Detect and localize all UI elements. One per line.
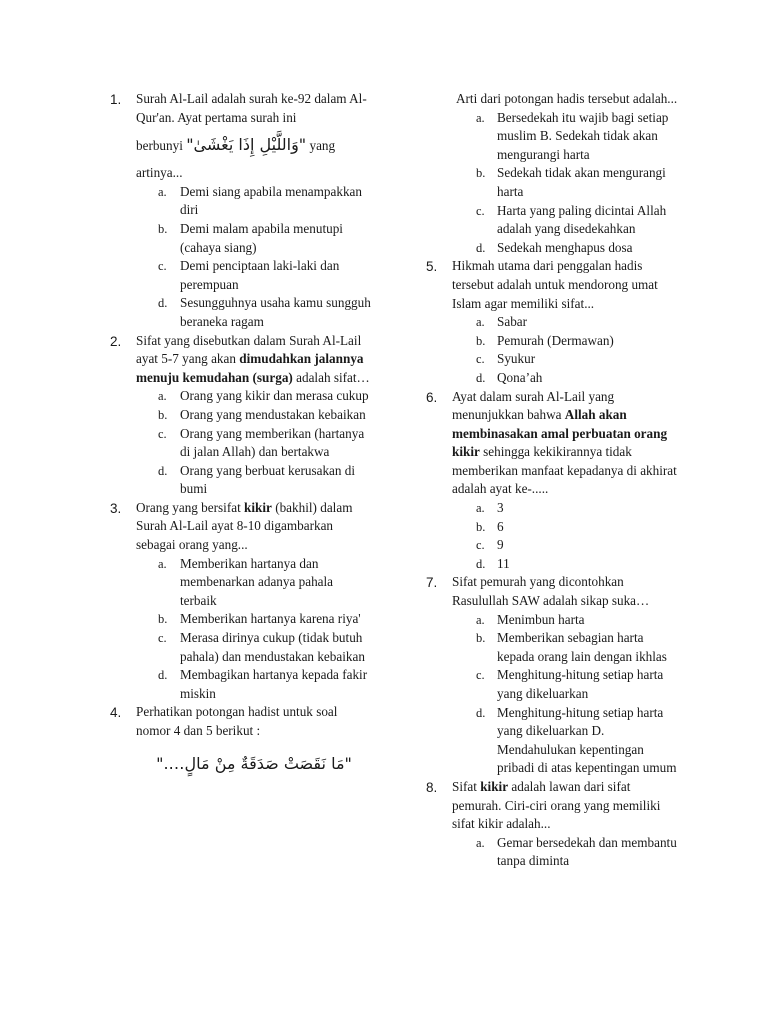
option-text: Demi siang apabila menampakkan diri xyxy=(180,183,362,218)
option-letter: d. xyxy=(158,668,168,683)
option-letter: d. xyxy=(476,556,486,571)
option-text: Demi penciptaan laki-laki dan perempuan xyxy=(180,258,340,292)
option-a xyxy=(110,387,372,406)
question-3 xyxy=(110,499,372,704)
question-number: 4. xyxy=(110,705,122,721)
option-letter: b. xyxy=(158,407,168,422)
option-letter: c. xyxy=(476,538,485,553)
option-text: 9 xyxy=(497,537,504,553)
option-letter: b. xyxy=(476,166,486,181)
option-letter: d. xyxy=(476,705,486,720)
option-letter: a. xyxy=(158,184,167,199)
option-letter: a. xyxy=(476,612,485,627)
option-letter: d. xyxy=(476,370,486,385)
option-letter: a. xyxy=(476,110,485,125)
option-a xyxy=(426,834,678,871)
question-4-continued xyxy=(426,90,678,257)
option-d xyxy=(426,239,678,258)
option-b xyxy=(426,518,678,537)
left-column xyxy=(110,90,372,779)
option-text: Bersedekah itu wajib bagi setiap muslim B. Sedekah tidak akan mengurangi harta xyxy=(497,109,669,162)
option-letter: c. xyxy=(158,631,167,646)
options-list xyxy=(426,313,678,387)
question-number: 2. xyxy=(110,333,122,349)
option-text: Orang yang mendustakan kebaikan xyxy=(180,406,366,422)
option-text: Membagikan hartanya kepada fakir miskin xyxy=(180,667,368,701)
option-b xyxy=(426,332,678,351)
option-letter: a. xyxy=(158,556,167,571)
option-b xyxy=(110,610,372,629)
option-letter: b. xyxy=(476,631,486,646)
question-emphasis: kikir xyxy=(480,778,509,794)
options-list xyxy=(110,183,372,332)
option-text: Merasa dirinya cukup (tidak butuh pahala) dan mendustakan kebaikan xyxy=(180,630,365,664)
option-letter: d. xyxy=(158,463,168,478)
option-b xyxy=(426,164,678,201)
option-c xyxy=(426,536,678,555)
question-text xyxy=(136,90,372,183)
question-emphasis: kikir xyxy=(244,499,272,515)
option-text: Sedekah menghapus dosa xyxy=(497,239,633,255)
question-number: 8. xyxy=(426,779,438,795)
question-1 xyxy=(110,90,372,332)
question-2 xyxy=(110,332,372,499)
option-d xyxy=(426,704,678,778)
question-number: 6. xyxy=(426,389,438,405)
option-d xyxy=(110,666,372,703)
option-text: Orang yang memberikan (hartanya di jalan Allah) dan bertakwa xyxy=(180,425,365,460)
option-letter: b. xyxy=(476,333,486,348)
question-text-part: yang xyxy=(309,138,336,154)
question-4 xyxy=(110,703,372,778)
option-a xyxy=(110,555,372,611)
option-d xyxy=(110,462,372,499)
option-letter: c. xyxy=(476,668,485,683)
question-text-part: Ayat dalam surah Al-Lail yang menunjukkan bahwa xyxy=(452,388,615,423)
option-letter: d. xyxy=(158,296,168,311)
option-a xyxy=(426,313,678,332)
option-c xyxy=(426,350,678,369)
question-text-part: Orang yang bersifat xyxy=(136,499,241,515)
question-emphasis: dimudahkan jalannya menuju kemudahan (surga) xyxy=(136,351,364,385)
option-d xyxy=(110,294,372,331)
question-text xyxy=(136,499,372,555)
option-b xyxy=(426,629,678,666)
option-b xyxy=(110,406,372,425)
option-d xyxy=(426,369,678,388)
option-text: Menimbun harta xyxy=(497,611,585,627)
option-a xyxy=(426,109,678,165)
option-c xyxy=(110,425,372,462)
arabic-verse: "وَاللَّيْلِ إِذَا يَغْشَىٰ" xyxy=(186,135,307,155)
option-letter: a. xyxy=(158,389,167,404)
question-text xyxy=(452,388,678,500)
option-text: Orang yang kikir dan merasa cukup xyxy=(180,388,369,404)
question-text: Hikmah utama dari penggalan hadis tersebut adalah untuk mendorong umat Islam agar memiliki sifat... xyxy=(452,258,658,311)
question-text xyxy=(452,778,678,834)
option-letter: c. xyxy=(476,203,485,218)
option-letter: a. xyxy=(476,315,485,330)
options-list xyxy=(110,387,372,499)
option-c xyxy=(426,202,678,239)
option-text: Sesungguhnya usaha kamu sungguh beraneka ragam xyxy=(180,295,371,329)
question-text-part: artinya... xyxy=(136,165,183,181)
option-a xyxy=(426,611,678,630)
option-letter: b. xyxy=(158,612,168,627)
option-text: Pemurah (Dermawan) xyxy=(497,332,614,348)
option-text: 3 xyxy=(497,500,504,516)
question-number: 5. xyxy=(426,259,438,275)
option-text: Sedekah tidak akan mengurangi harta xyxy=(497,165,666,199)
option-letter: b. xyxy=(476,519,486,534)
option-c xyxy=(110,629,372,666)
option-letter: c. xyxy=(476,352,485,367)
question-8 xyxy=(426,778,678,871)
question-text: Perhatikan potongan hadist untuk soal nomor 4 dan 5 berikut : xyxy=(136,704,338,738)
option-letter: c. xyxy=(158,259,167,274)
question-number: 3. xyxy=(110,500,122,516)
question-text-part: berbunyi xyxy=(136,138,183,154)
option-a xyxy=(426,499,678,518)
question-number: 1. xyxy=(110,92,122,107)
question-text-part: Sifat xyxy=(452,778,477,794)
option-b xyxy=(110,220,372,257)
option-text: Gemar bersedekah dan membantu tanpa diminta xyxy=(497,834,677,869)
option-text: Orang yang berbuat kerusakan di bumi xyxy=(180,462,356,497)
option-letter: c. xyxy=(158,426,167,441)
option-text: 6 xyxy=(497,518,504,534)
option-letter: a. xyxy=(476,501,485,516)
option-text: 11 xyxy=(497,555,510,571)
question-text xyxy=(136,332,372,388)
question-text-part: adalah sifat… xyxy=(296,369,370,385)
question-text: Arti dari potongan hadis tersebut adalah... xyxy=(456,91,678,106)
question-emphasis: Allah akan membinasakan amal perbuatan orang kikir xyxy=(452,407,668,460)
option-text: Syukur xyxy=(497,351,536,367)
right-column xyxy=(426,90,678,871)
question-6 xyxy=(426,388,678,574)
options-list xyxy=(426,499,678,573)
option-letter: d. xyxy=(476,240,486,255)
option-text: Menghitung-hitung setiap harta yang dikeluarkan xyxy=(497,667,664,701)
hadith-arabic: "مَا نَقَصَتْ صَدَقَةٌ مِنْ مَالٍ…." xyxy=(156,753,352,773)
question-5 xyxy=(426,257,678,387)
option-letter: a. xyxy=(476,835,485,850)
option-text: Demi malam apabila menutupi (cahaya siang) xyxy=(180,220,343,255)
option-text: Memberikan sebagian harta kepada orang lain dengan ikhlas xyxy=(497,630,667,664)
options-list xyxy=(110,555,372,704)
option-d xyxy=(426,555,678,574)
options-list xyxy=(426,109,678,258)
question-text-part: Surah Al-Lail adalah surah ke-92 dalam Al-Qur'an. Ayat pertama surah ini xyxy=(136,91,367,125)
option-a xyxy=(110,183,372,220)
option-text: Sabar xyxy=(497,314,528,330)
option-c xyxy=(110,257,372,294)
option-text: Menghitung-hitung setiap harta yang dikeluarkan D. Mendahulukan kepentingan pribadi di atas kepentingan umum xyxy=(497,704,677,776)
option-c xyxy=(426,666,678,703)
question-text-part: Sifat yang disebutkan dalam Surah Al-Lail ayat 5-7 yang akan xyxy=(136,332,362,367)
hadith-quote xyxy=(136,749,372,779)
question-text-part: sehingga kekikirannya tidak memberikan manfaat kepadanya di akhirat adalah ayat ke-..... xyxy=(452,444,677,497)
question-text-part: (bakhil) dalam Surah Al-Lail ayat 8-10 digambarkan sebagai orang yang... xyxy=(136,499,353,553)
option-letter: b. xyxy=(158,221,168,236)
options-list xyxy=(426,834,678,871)
option-text: Memberikan hartanya karena riya' xyxy=(180,611,361,627)
option-text: Harta yang paling dicintai Allah adalah yang disedekahkan xyxy=(497,202,667,237)
question-text: Sifat pemurah yang dicontohkan Rasulullah SAW adalah sikap suka… xyxy=(452,574,650,609)
question-text-part: adalah lawan dari sifat pemurah. Ciri-ciri orang yang memiliki sifat kikir adalah... xyxy=(452,778,661,832)
question-7 xyxy=(426,573,678,778)
options-list xyxy=(426,611,678,778)
question-number: 7. xyxy=(426,575,438,591)
option-text: Memberikan hartanya dan membenarkan adanya pahala terbaik xyxy=(180,555,334,608)
option-text: Qona’ah xyxy=(497,369,543,385)
